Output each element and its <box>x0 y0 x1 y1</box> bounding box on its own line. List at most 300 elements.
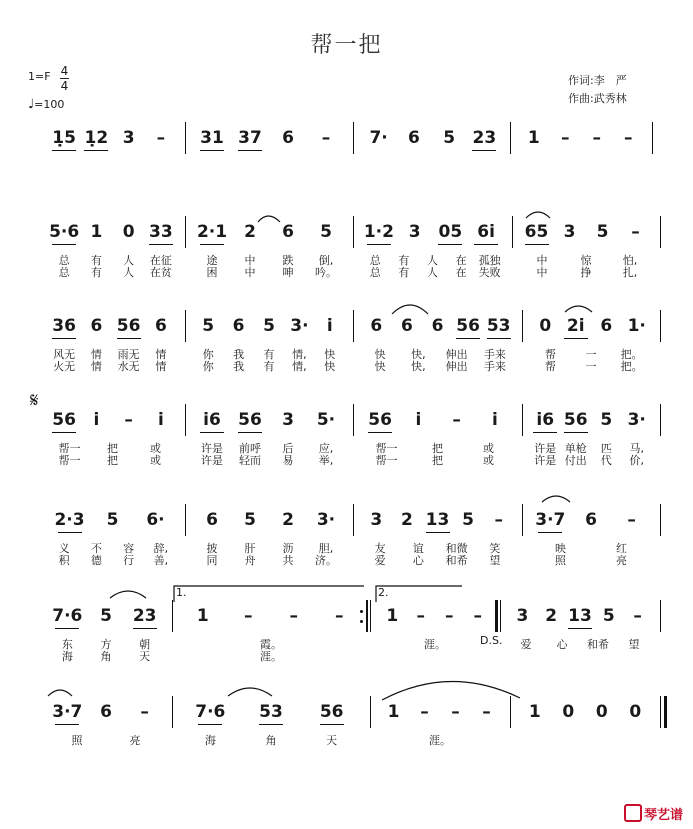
bar-line <box>660 404 661 436</box>
lyric-verse-1: 跌 <box>282 254 294 267</box>
lyric-verse-2: 舟 <box>244 554 256 567</box>
lyric-verse-2: 快 <box>374 360 386 373</box>
volta-2-bracket <box>376 586 462 602</box>
bar-line <box>185 504 186 536</box>
note: i <box>93 410 100 430</box>
lyric-verse-1: 中 <box>536 254 548 267</box>
lyric-verse-1: 人 <box>427 254 438 267</box>
note: 3·7 <box>535 510 566 530</box>
note: 3·7 <box>52 702 83 722</box>
note: 5 <box>596 222 609 242</box>
lyric-verse-1: 沥 <box>282 542 294 555</box>
lyric-verse-1: 肝 <box>244 542 256 555</box>
lyric-verse-1: 帮 <box>544 348 556 361</box>
lyric-verse-2: 快 <box>324 360 336 373</box>
lyric-verse-1: 我 <box>233 348 245 361</box>
note: 7· <box>369 128 388 148</box>
lyric-verse-2: 有 <box>263 360 275 373</box>
lyric-verse-1: 望 <box>628 638 640 651</box>
repeat-bar <box>366 600 368 632</box>
note: 6 <box>282 128 294 148</box>
bar-line <box>353 216 354 248</box>
eighth-beam <box>367 244 391 245</box>
lyric-verse-1: 手来 <box>483 348 506 361</box>
lyric-verse-2: 爱 <box>374 554 386 567</box>
note: 0 <box>122 222 135 242</box>
note: 5 <box>602 606 615 626</box>
lyric-verse-1: 在 <box>455 254 467 267</box>
note: 6 <box>100 702 112 722</box>
lyric-verse-1: 涯。 <box>424 638 446 651</box>
lyric-verse-1: 雨无 <box>117 348 140 361</box>
tempo-marking <box>28 97 64 112</box>
note: 23 <box>132 606 157 626</box>
eighth-beam <box>238 150 262 151</box>
note: 6 <box>206 510 218 530</box>
lyric-verse-2: 同 <box>206 554 218 567</box>
note: 6 <box>154 316 167 336</box>
bar-line <box>522 504 523 536</box>
note: 6 <box>585 510 597 530</box>
lyric-verse-1: 角 <box>265 734 277 747</box>
lyric-verse-1: 朝 <box>139 638 151 651</box>
lyric-verse-1: 许是 <box>201 442 223 455</box>
bar-line <box>652 122 653 154</box>
note: 3 <box>122 128 135 148</box>
note: i <box>491 410 498 430</box>
lyric-verse-2: 中 <box>244 266 256 279</box>
lyric-verse-2: 你 <box>202 360 214 373</box>
lyric-verse-1: 或 <box>483 442 494 455</box>
lyric-verse-2: 济。 <box>315 554 337 567</box>
lyric-verse-2: 或 <box>150 454 161 467</box>
slur <box>565 306 592 312</box>
note: – <box>321 128 331 148</box>
note: 3 <box>563 222 576 242</box>
lyric-verse-1: 快 <box>324 348 336 361</box>
lyric-verse-1: 人 <box>123 254 135 267</box>
lyric-verse-2: 人 <box>427 266 438 279</box>
lyric-verse-1: 一 <box>585 348 597 361</box>
lyric-verse-1: 情 <box>90 348 102 361</box>
lyric-verse-2: 涯。 <box>260 650 282 663</box>
eighth-beam <box>474 244 498 245</box>
note: 0 <box>629 702 642 722</box>
lyric-verse-1: 披 <box>206 542 218 555</box>
lyric-verse-1: 帮一 <box>58 442 81 455</box>
note: 6 <box>232 316 245 336</box>
lyric-verse-1: 霞。 <box>260 638 282 651</box>
eighth-beam <box>320 724 344 725</box>
lyric-verse-1: 或 <box>150 442 161 455</box>
lyric-verse-2: 天 <box>139 650 151 663</box>
note: – <box>124 410 133 430</box>
note: – <box>156 128 166 148</box>
note: 1·2 <box>363 222 394 242</box>
lyric-verse-1: 胆, <box>318 542 334 555</box>
lyric-verse-2: 德 <box>90 554 102 567</box>
lyric-verse-2: 轻而 <box>239 454 261 467</box>
lyric-verse-2: 伸出 <box>445 360 468 373</box>
eighth-beam <box>198 724 222 725</box>
lyric-verse-1: 有 <box>398 254 410 267</box>
lyric-verse-2: 共 <box>282 554 294 567</box>
key-signature: 1=F <box>28 70 51 83</box>
lyric-verse-1: 红 <box>616 542 627 555</box>
note: 5 <box>600 410 613 430</box>
note: – <box>416 606 425 626</box>
note: 5 <box>106 510 119 530</box>
bar-line <box>185 216 186 248</box>
eighth-beam <box>55 724 79 725</box>
lyric-verse-1: 海 <box>204 734 216 747</box>
bar-line <box>660 504 661 536</box>
note: – <box>452 410 461 430</box>
lyric-verse-1: 许是 <box>534 442 557 455</box>
bar-line <box>185 404 186 436</box>
volta-2-label: 2. <box>378 586 389 599</box>
lyric-verse-2: 一 <box>585 360 597 373</box>
note: 6 <box>370 316 383 336</box>
watermark-text: 琴艺谱 <box>643 808 683 823</box>
note: 13 <box>568 606 592 626</box>
eighth-beam <box>564 432 588 433</box>
lyric-verse-1: 容 <box>123 542 135 555</box>
lyric-verse-2: 有 <box>90 266 102 279</box>
note: 6i <box>477 222 495 242</box>
note: 33 <box>149 222 173 242</box>
lyric-verse-2: 帮 <box>544 360 556 373</box>
note: 56 <box>456 316 480 336</box>
note: 1̣5 <box>52 128 76 148</box>
volta-1-label: 1. <box>176 586 187 599</box>
bar-line <box>500 600 501 632</box>
lyric-verse-1: 单枪 <box>564 442 587 455</box>
lyric-verse-1: 把 <box>107 442 118 455</box>
lyric-verse-2: 在贫 <box>149 266 172 279</box>
lyric-verse-2: 呻 <box>282 266 294 279</box>
note: – <box>289 606 298 626</box>
bar-line <box>172 600 173 632</box>
note: 0 <box>562 702 575 722</box>
bar-line <box>353 122 354 154</box>
lyric-verse-1: 辞, <box>153 542 169 555</box>
note: – <box>631 222 640 242</box>
lyric-verse-2: 水无 <box>117 360 140 373</box>
note: – <box>624 128 633 148</box>
note: 7·6 <box>195 702 226 722</box>
lyric-verse-2: 有 <box>398 266 410 279</box>
note: 3· <box>316 510 336 530</box>
tie <box>382 681 520 700</box>
lyric-verse-2: 帮一 <box>58 454 81 467</box>
note: 5 <box>100 606 112 626</box>
lyric-verse-2: 易 <box>282 454 294 467</box>
note: – <box>561 128 570 148</box>
lyric-verse-1: 应, <box>318 442 334 455</box>
note: 53 <box>486 316 511 336</box>
eighth-beam <box>487 338 511 339</box>
note: 1 <box>527 128 540 148</box>
lyric-verse-2: 付出 <box>564 454 587 467</box>
bar-line <box>512 216 513 248</box>
eighth-beam <box>472 150 496 151</box>
time-signature-top: 4 <box>60 64 69 78</box>
lyric-verse-2: 情 <box>155 360 167 373</box>
slur <box>542 496 570 502</box>
eighth-beam <box>52 338 76 339</box>
lyric-verse-2: 行 <box>123 554 135 567</box>
note: 6· <box>146 510 165 530</box>
lyric-verse-2: 许是 <box>534 454 557 467</box>
lyricist-credit: 作词:李 严 <box>568 74 627 87</box>
note: – <box>592 128 601 148</box>
eighth-beam <box>426 532 450 533</box>
slur <box>392 305 428 314</box>
note: – <box>473 606 482 626</box>
final-bar-line <box>664 696 667 728</box>
bar-line <box>370 600 371 632</box>
lyric-verse-1: 亮 <box>129 734 141 747</box>
lyric-verse-1: 中 <box>244 254 256 267</box>
bar-line <box>510 696 511 728</box>
eighth-beam <box>568 628 592 629</box>
lyric-verse-2: 困 <box>206 266 218 279</box>
lyric-verse-2: 把 <box>432 454 443 467</box>
note: 3 <box>282 410 294 430</box>
note: 2 <box>545 606 558 626</box>
note: i6 <box>203 410 221 430</box>
lyric-verse-2: 人 <box>123 266 135 279</box>
lyric-verse-1: 帮一 <box>375 442 398 455</box>
note: – <box>451 702 460 722</box>
lyric-verse-2: 挣 <box>580 266 592 279</box>
lyric-verse-1: 把 <box>432 442 443 455</box>
lyric-verse-1: 笑 <box>489 542 501 555</box>
lyric-verse-2: 善, <box>153 554 169 567</box>
bar-line <box>353 404 354 436</box>
note: 1 <box>196 606 209 626</box>
eighth-beam <box>456 338 480 339</box>
lyric-verse-1: 匹 <box>600 442 612 455</box>
lyric-verse-2: 望 <box>489 554 501 567</box>
slur <box>526 212 550 218</box>
note: 05 <box>438 222 463 242</box>
note: 5 <box>244 510 256 530</box>
note: 56 <box>52 410 76 430</box>
note: – <box>633 606 642 626</box>
note: i <box>157 410 164 430</box>
lyric-verse-1: 马, <box>629 442 644 455</box>
note: 5 <box>202 316 215 336</box>
song-title: 帮一把 <box>310 33 383 58</box>
note: 6 <box>90 316 103 336</box>
lyric-verse-1: 总 <box>369 254 381 267</box>
lyric-verse-1: 义 <box>58 542 70 555</box>
lyric-verse-1: 有 <box>90 254 102 267</box>
note: 1 <box>90 222 103 242</box>
lyric-verse-2: 积 <box>58 554 70 567</box>
lyric-verse-1: 不 <box>90 542 102 555</box>
repeat-dot <box>360 620 363 623</box>
lyric-verse-2: 快, <box>411 360 426 373</box>
note: – <box>244 606 253 626</box>
note: – <box>494 510 503 530</box>
eighth-beam <box>564 338 588 339</box>
lyric-verse-1: 后 <box>282 442 294 455</box>
note: 37 <box>238 128 262 148</box>
bar-line <box>353 504 354 536</box>
segno-icon: 𝄋 <box>30 388 39 412</box>
lyric-verse-1: 伸出 <box>445 348 468 361</box>
note: 13 <box>425 510 450 530</box>
lyric-verse-2: 把 <box>107 454 118 467</box>
note: 2 <box>282 510 294 530</box>
note: 2i <box>566 316 585 336</box>
bar-line <box>510 122 511 154</box>
eighth-beam <box>368 432 392 433</box>
lyric-verse-1: 把。 <box>620 348 643 361</box>
note: 3 <box>516 606 529 626</box>
lyric-verse-1: 天 <box>326 734 338 747</box>
note: i <box>415 410 422 430</box>
logo-icon <box>624 804 642 822</box>
bar-line <box>660 310 661 342</box>
time-signature <box>60 64 69 93</box>
lyric-verse-1: 在征 <box>149 254 172 267</box>
note: 5 <box>320 222 332 242</box>
eighth-beam <box>149 244 173 245</box>
note: 5 <box>443 128 456 148</box>
composer-credit: 作曲:武秀林 <box>568 92 627 105</box>
note: i <box>326 316 333 336</box>
slur <box>110 591 146 598</box>
lyric-verse-2: 帮一 <box>375 454 398 467</box>
note: 3· <box>627 410 646 430</box>
lyric-verse-1: 你 <box>202 348 214 361</box>
lyric-verse-1: 前呼 <box>239 442 261 455</box>
quarter-note-icon: ♩ <box>28 97 35 112</box>
note: 1 <box>386 606 399 626</box>
lyric-verse-1: 怕, <box>622 254 638 267</box>
note: 1̣2 <box>84 128 109 148</box>
lyric-verse-2: 火无 <box>53 360 76 373</box>
lyric-verse-1: 照 <box>71 734 83 747</box>
lyric-verse-2: 亮 <box>616 554 627 567</box>
bar-line <box>185 310 186 342</box>
repeat-dot <box>360 610 363 613</box>
lyric-verse-1: 谊 <box>412 542 424 555</box>
note: 23 <box>472 128 497 148</box>
bar-line <box>370 696 371 728</box>
note: 7·6 <box>52 606 83 626</box>
note: i6 <box>536 410 555 430</box>
lyric-verse-1: 和希 <box>587 638 609 651</box>
note: 6 <box>600 316 613 336</box>
lyric-verse-1: 爱 <box>520 638 532 651</box>
lyric-verse-2: 或 <box>483 454 494 467</box>
lyric-verse-1: 友 <box>374 542 386 555</box>
lyric-verse-1: 快, <box>411 348 426 361</box>
eighth-beam <box>58 532 82 533</box>
note: 6 <box>400 316 413 336</box>
eighth-beam <box>525 244 549 245</box>
note: – <box>335 606 344 626</box>
lyric-verse-2: 价, <box>629 454 644 467</box>
slur <box>48 690 72 696</box>
bar-line <box>660 216 661 248</box>
lyric-verse-1: 映 <box>555 542 566 555</box>
lyric-verse-1: 方 <box>100 638 112 651</box>
lyric-verse-1: 孤独 <box>478 254 501 267</box>
note: 0 <box>539 316 552 336</box>
note: 2·1 <box>196 222 228 242</box>
watermark <box>624 804 683 823</box>
lyric-verse-2: 在 <box>455 266 467 279</box>
lyric-verse-2: 角 <box>100 650 112 663</box>
lyric-verse-2: 把。 <box>620 360 643 373</box>
slur <box>228 688 272 696</box>
bar-line <box>660 696 661 728</box>
lyric-verse-1: 东 <box>61 638 73 651</box>
lyric-verse-2: 海 <box>61 650 73 663</box>
lyric-verse-2: 吟。 <box>315 266 337 279</box>
lyric-verse-1: 心 <box>556 638 568 651</box>
note: 56 <box>116 316 141 336</box>
note: 5 <box>462 510 475 530</box>
eighth-beam <box>200 244 224 245</box>
note: 1· <box>627 316 646 336</box>
lyric-verse-2: 扎, <box>622 266 638 279</box>
eighth-beam <box>52 150 76 151</box>
note: 65 <box>524 222 549 242</box>
eighth-beam <box>84 150 108 151</box>
eighth-beam <box>200 432 224 433</box>
note: 31 <box>200 128 224 148</box>
note: 36 <box>52 316 76 336</box>
note: – <box>482 702 491 722</box>
lyric-verse-2: 照 <box>555 554 566 567</box>
note: 3 <box>370 510 383 530</box>
tempo-value: =100 <box>34 98 65 111</box>
note: 2·3 <box>54 510 85 530</box>
time-signature-bottom: 4 <box>60 79 69 93</box>
eighth-beam <box>238 432 262 433</box>
note: 3· <box>290 316 309 336</box>
lyric-verse-1: 风无 <box>53 348 76 361</box>
lyric-verse-1: 涯。 <box>429 734 451 747</box>
bar-line <box>353 310 354 342</box>
double-bar <box>495 600 498 632</box>
bar-line <box>522 404 523 436</box>
note: 5·6 <box>49 222 80 242</box>
volta-1-bracket <box>174 586 364 602</box>
note: 1 <box>528 702 541 722</box>
lyric-verse-2: 手来 <box>483 360 506 373</box>
note: 2 <box>400 510 413 530</box>
lyric-verse-1: 倒, <box>318 254 334 267</box>
eighth-beam <box>52 432 76 433</box>
eighth-beam <box>52 244 76 245</box>
note: 0 <box>595 702 608 722</box>
lyric-verse-1: 惊 <box>580 254 592 267</box>
note: – <box>627 510 636 530</box>
lyric-verse-2: 情, <box>292 360 307 373</box>
lyric-verse-1: 途 <box>206 254 218 267</box>
eighth-beam <box>133 628 157 629</box>
lyric-verse-2: 许是 <box>201 454 223 467</box>
note: 5 <box>263 316 275 336</box>
